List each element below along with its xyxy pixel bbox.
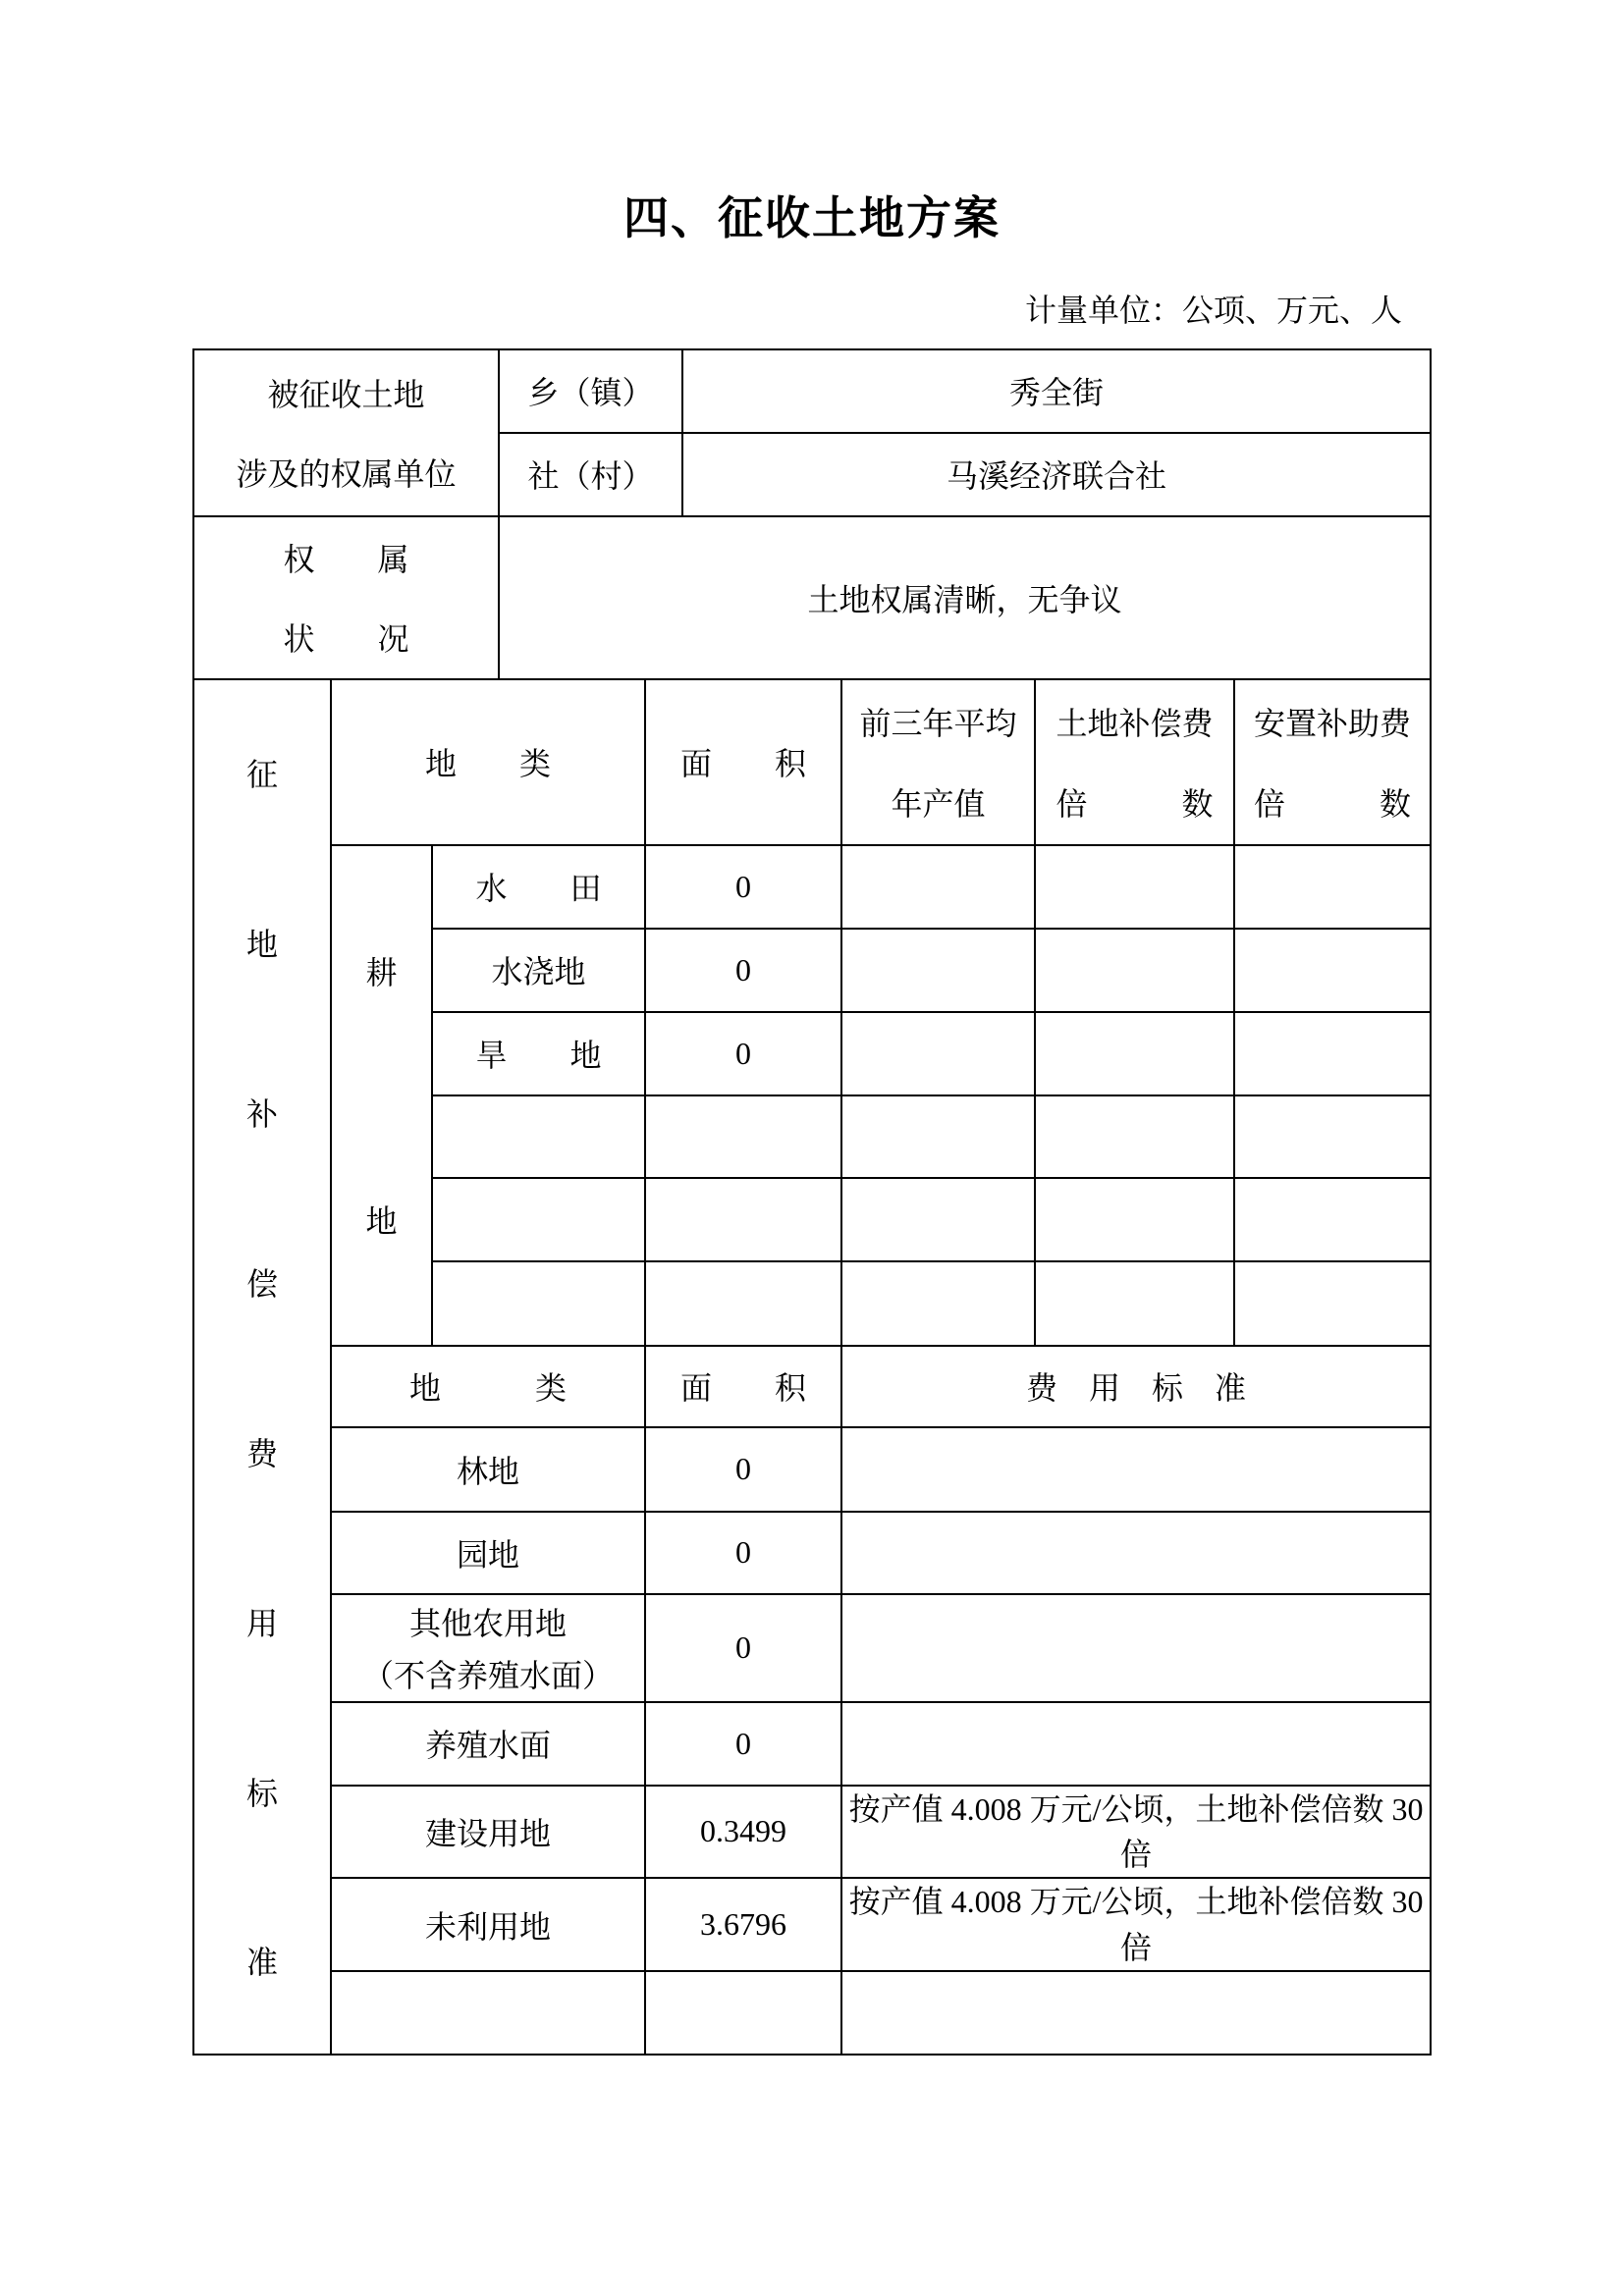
avg-output-cell: [841, 929, 1035, 1012]
avg-output-cell: [841, 1261, 1035, 1346]
land-subtype-cell: [432, 1095, 645, 1178]
land-subtype-cell: 旱 地: [432, 1012, 645, 1095]
land-subtype-cell: 水 田: [432, 845, 645, 929]
owner-label-line2: 涉及的权属单位: [236, 456, 457, 493]
tenure-status-label-cell: [193, 516, 499, 679]
avg-output-cell: [841, 845, 1035, 929]
table-row: [193, 845, 1431, 929]
cultivated-char: 耕: [365, 955, 398, 991]
tenure-label-line2: 状 况: [283, 621, 409, 658]
resettle-cell: [1234, 1261, 1431, 1346]
land-subtype-cell: 水浇地: [432, 929, 645, 1012]
table-row: [193, 1512, 1431, 1594]
fee-standard-cell: [841, 1702, 1431, 1786]
village-label-cell: 社（村）: [499, 433, 682, 516]
table-row: [193, 1971, 1431, 2055]
fee-standard-cell: [841, 1971, 1431, 2055]
table-row: [193, 1346, 1431, 1427]
vertical-char: 地: [245, 927, 278, 963]
cultivated-char: 地: [365, 1203, 398, 1240]
area-cell: 0: [645, 1512, 841, 1594]
avg-output-cell: [841, 1012, 1035, 1095]
area-cell: 0: [645, 1427, 841, 1512]
lower-header-land-type: 地 类: [331, 1346, 645, 1427]
area-cell: [645, 1261, 841, 1346]
avg-output-cell: [841, 1178, 1035, 1261]
land-subtype-cell: [432, 1261, 645, 1346]
table-row: [193, 1427, 1431, 1512]
fee-standard-cell: [841, 1427, 1431, 1512]
township-value-cell: 秀全街: [682, 349, 1431, 433]
page-title: 四、征收土地方案: [623, 193, 1001, 243]
area-cell: 0: [645, 1012, 841, 1095]
upper-header-land-type: 地 类: [331, 679, 645, 845]
area-cell: 0: [645, 845, 841, 929]
tenure-value-cell: 土地权属清晰，无争议: [499, 516, 1431, 679]
owner-units-label-cell: [193, 349, 499, 516]
area-cell: 0.3499: [645, 1786, 841, 1879]
land-comp-line1: 土地补偿费: [1056, 705, 1214, 741]
resettle-cell: [1234, 1012, 1431, 1095]
land-type-cell: [331, 1971, 645, 2055]
resettle-cell: [1234, 929, 1431, 1012]
land-type-cell: 林地: [331, 1427, 645, 1512]
table-row: [193, 1702, 1431, 1786]
resettle-line1: 安置补助费: [1254, 705, 1412, 741]
land-comp-line2: 倍 数: [1056, 786, 1214, 823]
land-type-cell: 未利用地: [331, 1878, 645, 1971]
resettle-cell: [1234, 845, 1431, 929]
upper-header-resettle: [1234, 679, 1431, 845]
fee-standard-cell: [841, 1512, 1431, 1594]
vertical-char: 补: [245, 1096, 278, 1133]
lower-header-fee-standard: 费 用 标 准: [841, 1346, 1431, 1427]
land-type-line2: （不含养殖水面）: [361, 1658, 614, 1694]
table-row: [193, 349, 1431, 433]
area-cell: 0: [645, 1594, 841, 1702]
vertical-char: 准: [245, 1945, 278, 1981]
fee-standard-cell: [841, 1594, 1431, 1702]
resettle-cell: [1234, 1095, 1431, 1178]
fee-standard-cell: 按产值 4.008 万元/公顷，土地补偿倍数 30 倍: [841, 1786, 1431, 1879]
land-comp-cell: [1035, 1178, 1234, 1261]
land-comp-cell: [1035, 1012, 1234, 1095]
table-row: [193, 679, 1431, 845]
land-type-cell: 建设用地: [331, 1786, 645, 1879]
cultivated-land-label-cell: [331, 845, 432, 1346]
resettle-cell: [1234, 1178, 1431, 1261]
avg-output-line2: 年产值: [891, 786, 986, 823]
land-type-line1: 其他农用地: [408, 1606, 567, 1642]
tenure-label-line1: 权 属: [283, 542, 409, 578]
area-cell: [645, 1178, 841, 1261]
area-cell: [645, 1095, 841, 1178]
vertical-char: 标: [245, 1775, 278, 1811]
land-type-cell: 养殖水面: [331, 1702, 645, 1786]
section-vertical-label-cell: [193, 679, 331, 2056]
upper-header-area: 面 积: [645, 679, 841, 845]
table-row: [193, 1786, 1431, 1879]
land-type-cell: [331, 1594, 645, 1702]
owner-label-line1: 被征收土地: [267, 377, 425, 413]
area-cell: 0: [645, 929, 841, 1012]
land-comp-cell: [1035, 1095, 1234, 1178]
avg-output-cell: [841, 1095, 1035, 1178]
township-label-cell: 乡（镇）: [499, 349, 682, 433]
table-row: [193, 516, 1431, 679]
land-comp-cell: [1035, 1261, 1234, 1346]
land-comp-cell: [1035, 929, 1234, 1012]
avg-output-line1: 前三年平均: [859, 705, 1017, 741]
land-comp-cell: [1035, 845, 1234, 929]
land-subtype-cell: [432, 1178, 645, 1261]
area-cell: [645, 1971, 841, 2055]
measure-unit-note: 计量单位：公项、万元、人: [1024, 292, 1402, 328]
upper-header-land-comp: [1035, 679, 1234, 845]
area-cell: 3.6796: [645, 1878, 841, 1971]
vertical-char: 费: [245, 1435, 278, 1471]
fee-standard-cell: 按产值 4.008 万元/公顷，土地补偿倍数 30 倍: [841, 1878, 1431, 1971]
table-row: [193, 1878, 1431, 1971]
vertical-char: 偿: [245, 1265, 278, 1302]
vertical-char: 征: [245, 757, 278, 793]
vertical-char: 用: [245, 1605, 278, 1641]
land-type-cell: 园地: [331, 1512, 645, 1594]
land-expropriation-table: [192, 348, 1432, 2056]
village-value-cell: 马溪经济联合社: [682, 433, 1431, 516]
resettle-line2: 倍 数: [1254, 786, 1412, 823]
area-cell: 0: [645, 1702, 841, 1786]
upper-header-avg-output: [841, 679, 1035, 845]
lower-header-area: 面 积: [645, 1346, 841, 1427]
table-row: [193, 1594, 1431, 1702]
